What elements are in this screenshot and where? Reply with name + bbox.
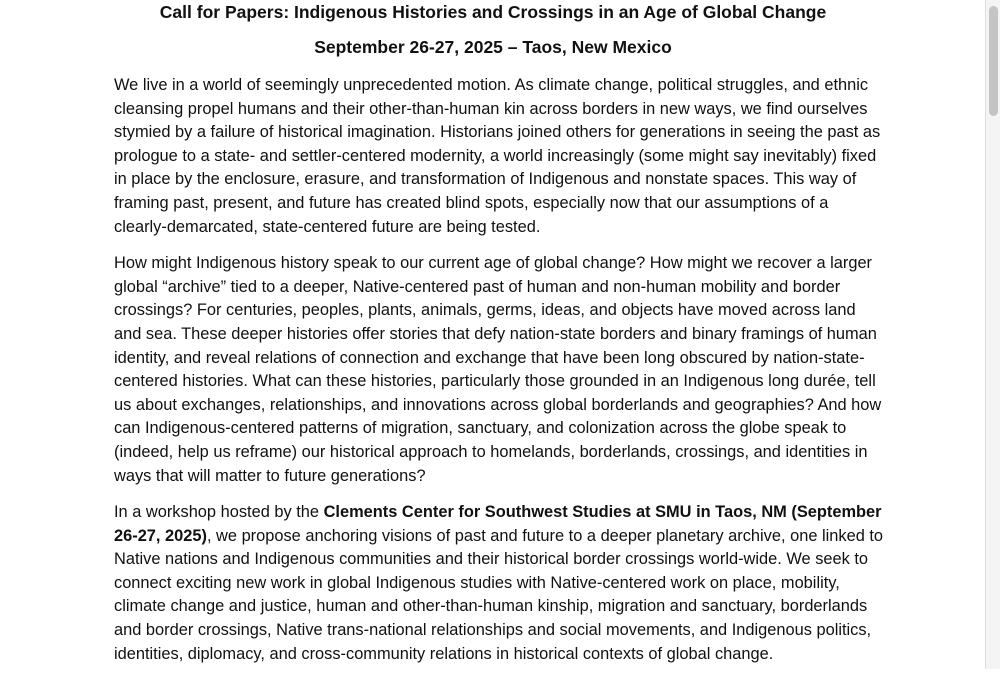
- vertical-scrollbar[interactable]: [985, 0, 1000, 669]
- host-venue-bold: Clements Center for Southwest Studies at SMU in Taos, NM (September 26-27, 2025): [114, 503, 882, 545]
- paragraph-1: We live in a world of seemingly unprecedented motion. As climate change, political struggles, and ethnic cleansing propel humans and their other-than-human kin across borders in new ways, we find ourselves stymied by a failure of historical imagination. Historians joined others for generations in seeing the past as prologue to a state- and settler-centered modernity, a world increasingly (some might say inevitably) fixed in place by the enclosure, erasure, and transformation of Indigenous and nonstate spaces. This way of framing past, present, and future has created blind spots, especially now that our assumptions of a clearly-demarcated, state-centered future are being tested.: [114, 76, 881, 236]
- paragraph-3-lead: In a workshop hosted by the: [114, 503, 324, 522]
- document-body: [114, 74, 884, 679]
- paragraph-3: [114, 501, 884, 666]
- page-title: Call for Papers: Indigenous Histories and Crossings in an Age of Global Change: [159, 2, 827, 22]
- event-date-location: September 26-27, 2025 – Taos, New Mexico: [314, 37, 672, 57]
- scrollbar-thumb[interactable]: [989, 6, 998, 116]
- paragraph-2: How might Indigenous history speak to our current age of global change? How might we recover a larger global “archive” tied to a deeper, Native-centered past of human and non-human mobility and border crossings? For centuries, peoples, plants, animals, germs, ideas, and objects have moved across land and sea. These deeper histories offer stories that defy nation-state borders and binary framings of human identity, and reveal relations of connection and exchange that have been long obscured by nation-state-centered histories. What can these histories, particularly those grounded in an Indigenous long durée, tell us about exchanges, relationships, and innovations across global borderlands and geographies? And how can Indigenous-centered patterns of migration, sanctuary, and colonization across the globe speak to (indeed, help us reframe) our historical approach to homelands, borderlands, crossings, and identities in ways that will matter to future generations?: [114, 254, 882, 485]
- paragraph-3-rest: , we propose anchoring visions of past and future to a deeper planetary archive, one linked to Native nations and Indigenous communities and their historical border crossings world-wide. We seek to connect exciting new work in global Indigenous studies with Native-centered work on place, mobility, climate change and justice, human and other-than-human kinship, migration and sanctuary, borderlands and border crossings, Native trans-national relationships and social movements, and Indigenous politics, identities, diplomacy, and cross-community relations in historical contexts of global change.: [114, 526, 884, 663]
